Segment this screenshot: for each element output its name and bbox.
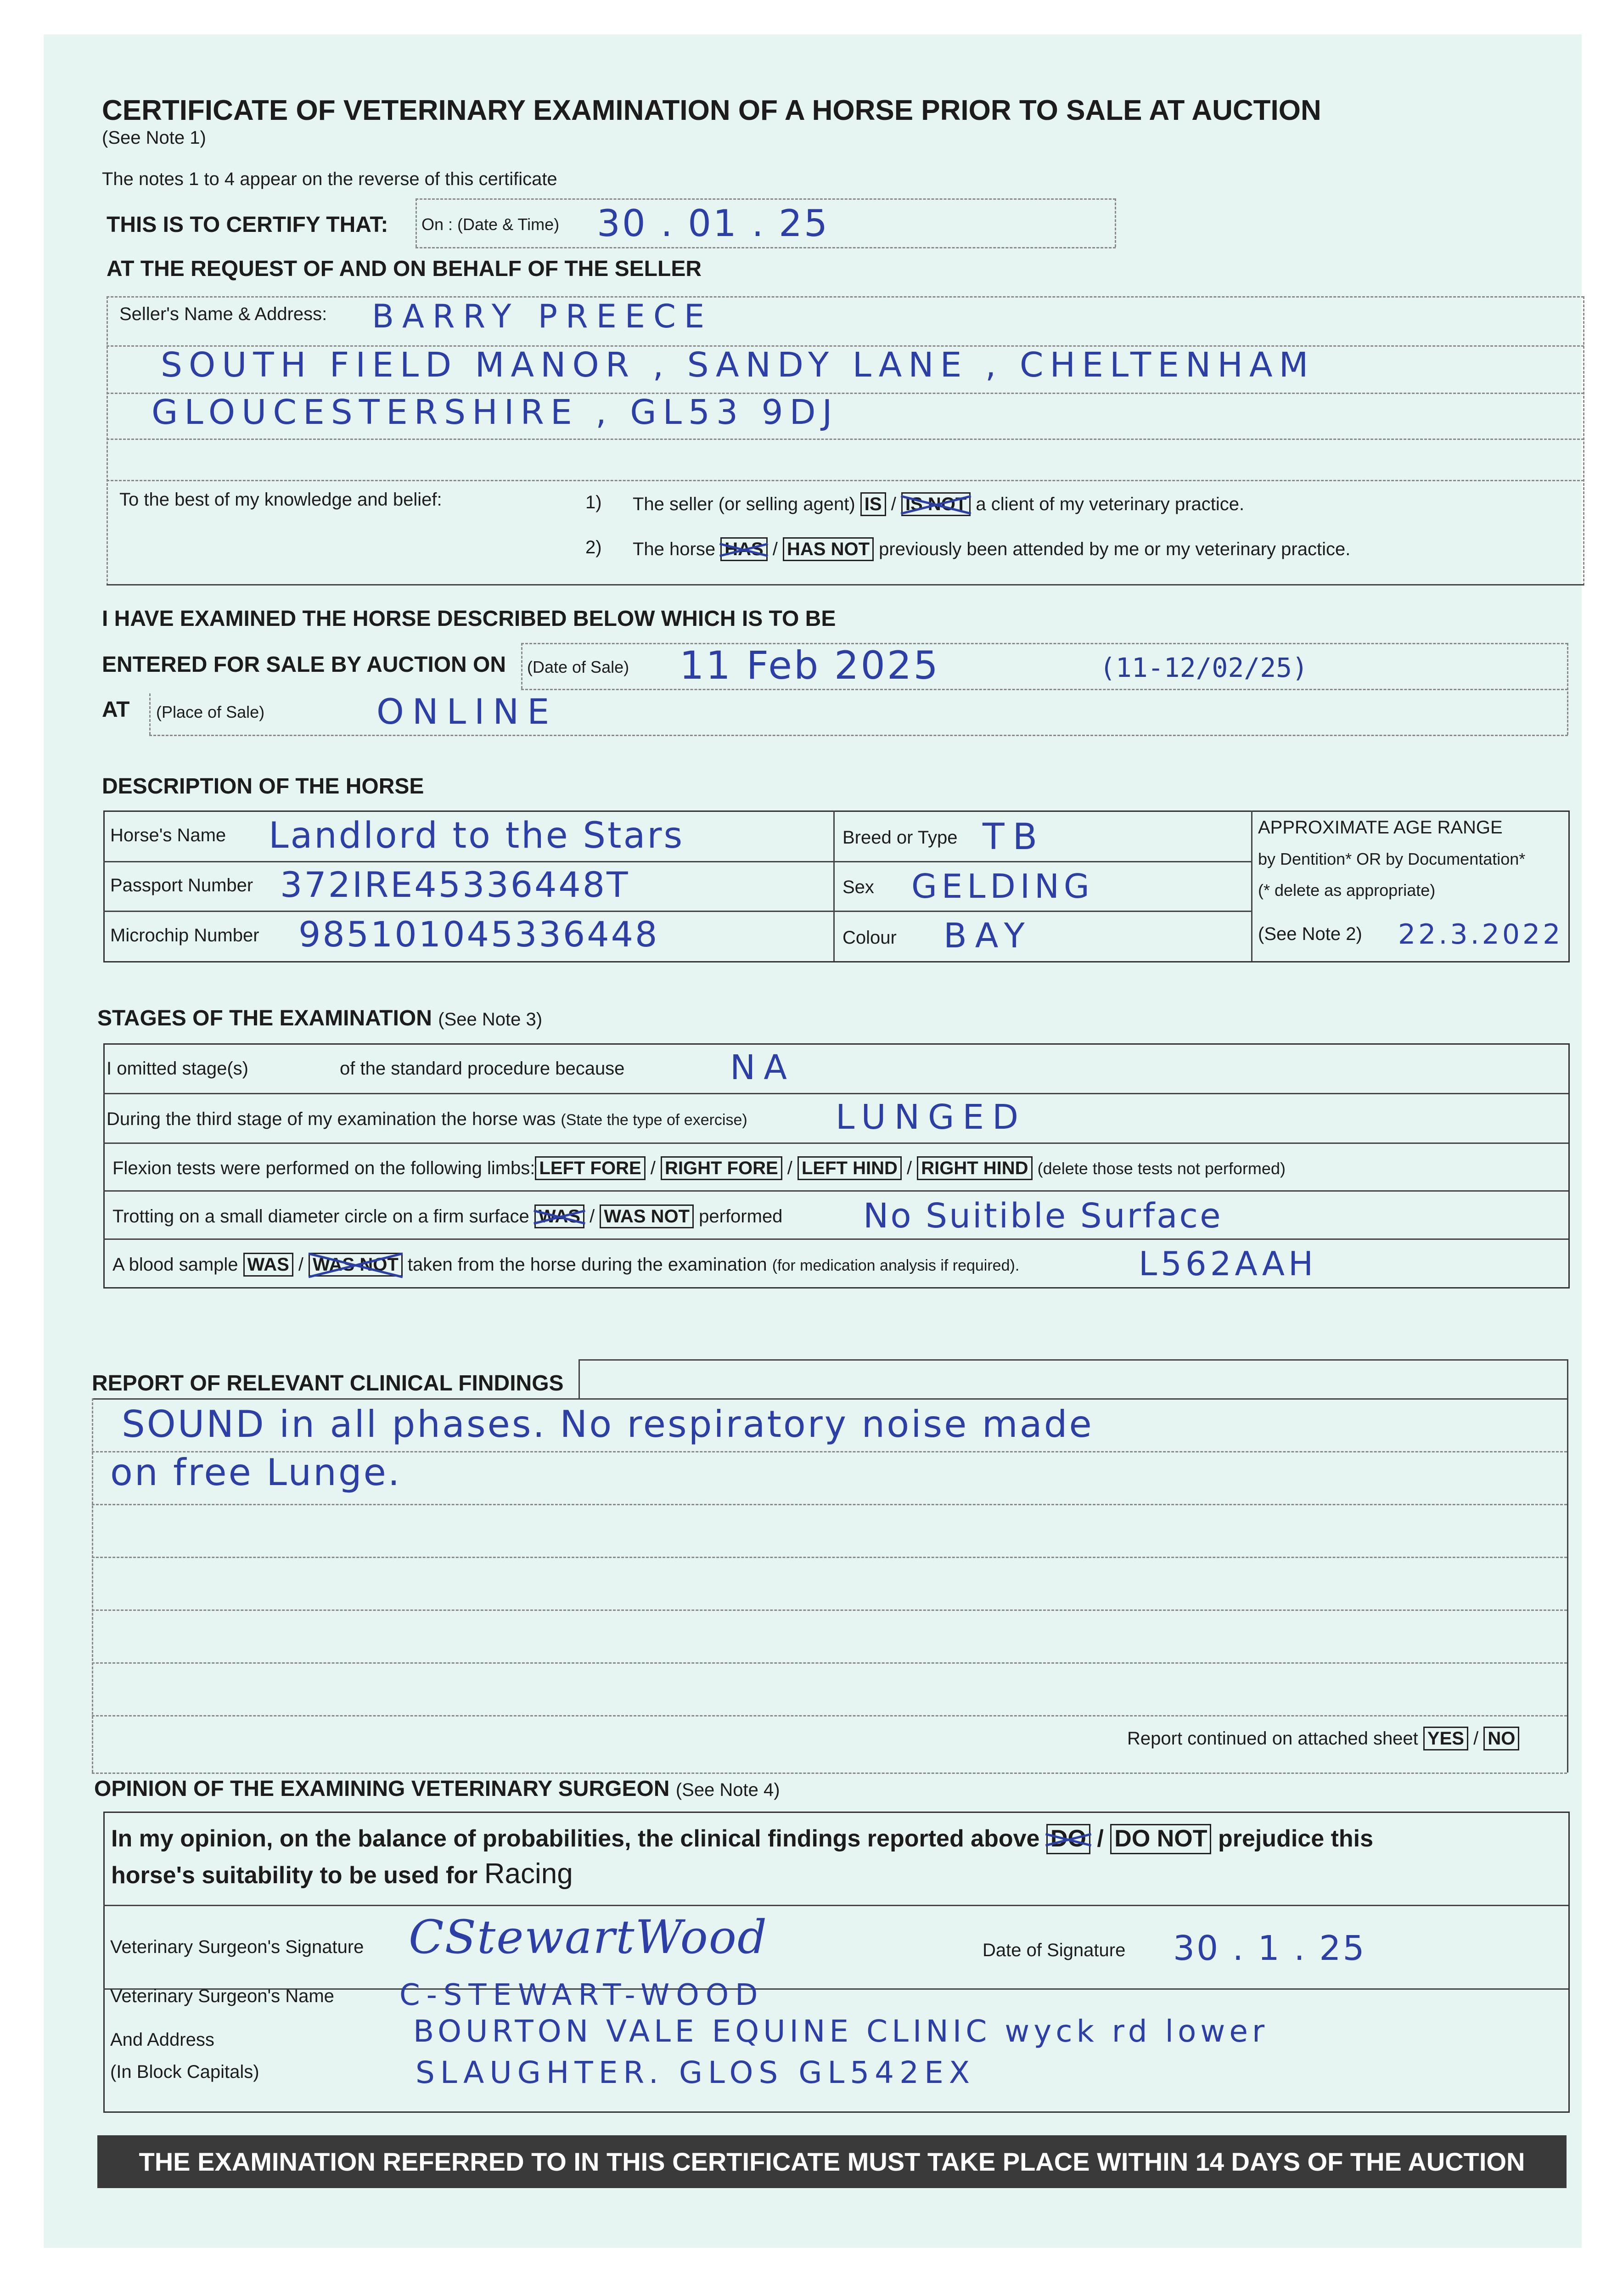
at-label: AT: [102, 698, 130, 722]
trot-label: Trotting on a small diameter circle on a firm surface: [112, 1206, 529, 1227]
passport-label: Passport Number: [110, 875, 253, 895]
blood-value: L562AAH: [1139, 1244, 1317, 1283]
omitted-label: I omitted stage(s): [107, 1058, 249, 1079]
opinion-heading: OPINION OF THE EXAMINING VETERINARY SURGEON (See Note 4): [94, 1777, 780, 1801]
item1-prefix: The seller (or selling agent): [633, 494, 855, 514]
third-stage-text: During the third stage of my examination the horse was (State the type of exercise): [107, 1109, 747, 1129]
vet-name-label: Veterinary Surgeon's Name: [110, 1986, 334, 2006]
sex-label: Sex: [842, 877, 874, 897]
footer-banner: THE EXAMINATION REFERRED TO IN THIS CERTIFICATE MUST TAKE PLACE WITHIN 14 DAYS OF THE AUCTION: [97, 2135, 1567, 2188]
horse-heading: DESCRIPTION OF THE HORSE: [102, 774, 424, 799]
continued-label: Report continued on attached sheet: [1127, 1728, 1418, 1749]
report-line2: on free Lunge.: [110, 1451, 402, 1494]
age-heading: APPROXIMATE AGE RANGE: [1258, 817, 1503, 838]
breed-label: Breed or Type: [842, 827, 958, 848]
breed-value: TB: [983, 816, 1046, 858]
seller-name-label: Seller's Name & Address:: [119, 304, 327, 324]
trot-value: No Suitible Surface: [863, 1196, 1223, 1236]
item2-number: 2): [585, 537, 602, 557]
report-heading: REPORT OF RELEVANT CLINICAL FINDINGS: [92, 1371, 564, 1396]
signature-value: CStewartWood: [409, 1910, 768, 1964]
date-of-sale-typed: (11-12/02/25): [1100, 652, 1308, 683]
vet-name-value: C-STEWART-WOOD: [399, 1978, 764, 2012]
address-label2: (In Block Capitals): [110, 2062, 259, 2082]
trot-post: performed: [699, 1206, 783, 1227]
opinion-text2: prejudice this: [1218, 1825, 1374, 1852]
horse-name-value: Landlord to the Stars: [269, 815, 685, 856]
colour-value: BAY: [943, 916, 1033, 956]
opinion-text3: horse's suitability to be used for: [111, 1862, 478, 1889]
age-by: by Dentition* OR by Documentation*: [1258, 850, 1526, 868]
third-stage-value: LUNGED: [836, 1097, 1027, 1137]
belief-label: To the best of my knowledge and belief:: [119, 490, 442, 510]
certificate-title: CERTIFICATE OF VETERINARY EXAMINATION OF A HORSE PRIOR TO SALE AT AUCTION: [102, 95, 1321, 126]
seller-address-line2: GLOUCESTERSHIRE , GL53 9DJ: [152, 393, 839, 432]
passport-value: 372IRE45336448T: [280, 864, 630, 905]
notes-line: The notes 1 to 4 appear on the reverse of this certificate: [102, 169, 557, 189]
place-of-sale-label: (Place of Sale): [156, 703, 265, 721]
vet-address-line1: BOURTON VALE EQUINE CLINIC wyck rd lower: [413, 2014, 1269, 2049]
opinion-text1: In my opinion, on the balance of probabilities, the clinical findings reported above: [111, 1825, 1040, 1852]
blood-post: taken from the horse during the examination: [407, 1255, 767, 1275]
opinion-line1: In my opinion, on the balance of probabilities, the clinical findings reported above DO / DO NOT prejudice this: [111, 1824, 1373, 1854]
continued-no-option[interactable]: NO: [1483, 1727, 1519, 1750]
item1-text: The seller (or selling agent) IS / IS NOT a client of my veterinary practice.: [633, 492, 1244, 516]
age-note: (See Note 2): [1258, 924, 1362, 944]
certify-label: THIS IS TO CERTIFY THAT:: [107, 213, 388, 237]
horse-name-label: Horse's Name: [110, 825, 226, 845]
trot-was-not-option[interactable]: WAS NOT: [600, 1204, 694, 1228]
is-not-option[interactable]: IS NOT: [901, 492, 971, 516]
signature-label: Veterinary Surgeon's Signature: [110, 1937, 364, 1957]
exam-date-value: 30 . 01 . 25: [597, 202, 829, 245]
left-fore-option[interactable]: LEFT FORE: [535, 1156, 645, 1180]
colour-label: Colour: [842, 928, 897, 948]
flexion-label: Flexion tests were performed on the following limbs:: [112, 1158, 535, 1178]
trot-was-option[interactable]: WAS: [534, 1204, 584, 1228]
date-of-sale-label: (Date of Sale): [527, 658, 629, 676]
continued-yes-option[interactable]: YES: [1423, 1727, 1468, 1750]
item2-suffix: previously been attended by me or my veterinary practice.: [879, 539, 1351, 559]
blood-was-option[interactable]: WAS: [243, 1253, 293, 1277]
right-hind-option[interactable]: RIGHT HIND: [917, 1156, 1032, 1180]
report-continued: Report continued on attached sheet YES / NO: [1127, 1727, 1519, 1750]
opinion-line2: [111, 1857, 573, 1890]
blood-row: A blood sample WAS / WAS NOT taken from the horse during the examination (for medication analysis if required).: [112, 1253, 1019, 1277]
examined-heading: I HAVE EXAMINED THE HORSE DESCRIBED BELOW WHICH IS TO BE: [102, 607, 836, 631]
date-signature-label: Date of Signature: [983, 1940, 1126, 1960]
seller-name-value: BARRY PREECE: [372, 298, 713, 335]
item1-suffix: a client of my veterinary practice.: [976, 494, 1245, 514]
request-heading: AT THE REQUEST OF AND ON BEHALF OF THE SELLER: [107, 257, 702, 281]
age-value: 22.3.2022: [1398, 918, 1563, 951]
date-of-sale-value: 11 Feb 2025: [680, 643, 940, 688]
age-delete: (* delete as appropriate): [1258, 881, 1436, 900]
item2-text: The horse HAS / HAS NOT previously been attended by me or my veterinary practice.: [633, 537, 1350, 561]
report-line1: SOUND in all phases. No respiratory noise made: [122, 1403, 1094, 1446]
seller-address-line1: SOUTH FIELD MANOR , SANDY LANE , CHELTENHAM: [161, 345, 1315, 385]
date-signature-value: 30 . 1 . 25: [1173, 1929, 1366, 1968]
date-time-label: On : (Date & Time): [421, 215, 560, 234]
blood-note: (for medication analysis if required).: [772, 1257, 1020, 1274]
item1-number: 1): [585, 492, 602, 512]
has-not-option[interactable]: HAS NOT: [783, 537, 874, 561]
omitted-mid: of the standard procedure because: [340, 1058, 625, 1079]
right-fore-option[interactable]: RIGHT FORE: [661, 1156, 782, 1180]
blood-label: A blood sample: [112, 1255, 238, 1275]
do-option[interactable]: DO: [1046, 1824, 1090, 1854]
has-option[interactable]: HAS: [720, 537, 767, 561]
microchip-value: 985101045336448: [298, 914, 659, 955]
see-note-1: (See Note 1): [102, 128, 206, 148]
item2-prefix: The horse: [633, 539, 716, 559]
blood-was-not-option[interactable]: WAS NOT: [309, 1253, 403, 1277]
left-hind-option[interactable]: LEFT HIND: [797, 1156, 902, 1180]
sex-value: GELDING: [911, 867, 1094, 906]
omitted-value: NA: [730, 1048, 795, 1087]
place-of-sale-value: ONLINE: [376, 691, 558, 732]
is-option[interactable]: IS: [860, 492, 886, 516]
flexion-note: (delete those tests not performed): [1037, 1159, 1286, 1178]
sale-heading: ENTERED FOR SALE BY AUCTION ON: [102, 653, 506, 677]
address-label1: And Address: [110, 2030, 214, 2050]
stages-heading: STAGES OF THE EXAMINATION (See Note 3): [97, 1006, 543, 1030]
do-not-option[interactable]: DO NOT: [1110, 1824, 1211, 1854]
flexion-row: Flexion tests were performed on the following limbs: LEFT FORE / RIGHT FORE / LEFT HIND / RIGHT HIND (delete those tests not performed): [112, 1156, 1286, 1180]
intended-use-value: Racing: [484, 1858, 573, 1890]
microchip-label: Microchip Number: [110, 925, 259, 945]
trot-row: Trotting on a small diameter circle on a firm surface WAS / WAS NOT performed: [112, 1204, 782, 1228]
vet-address-line2: SLAUGHTER. GLOS GL542EX: [416, 2055, 976, 2090]
